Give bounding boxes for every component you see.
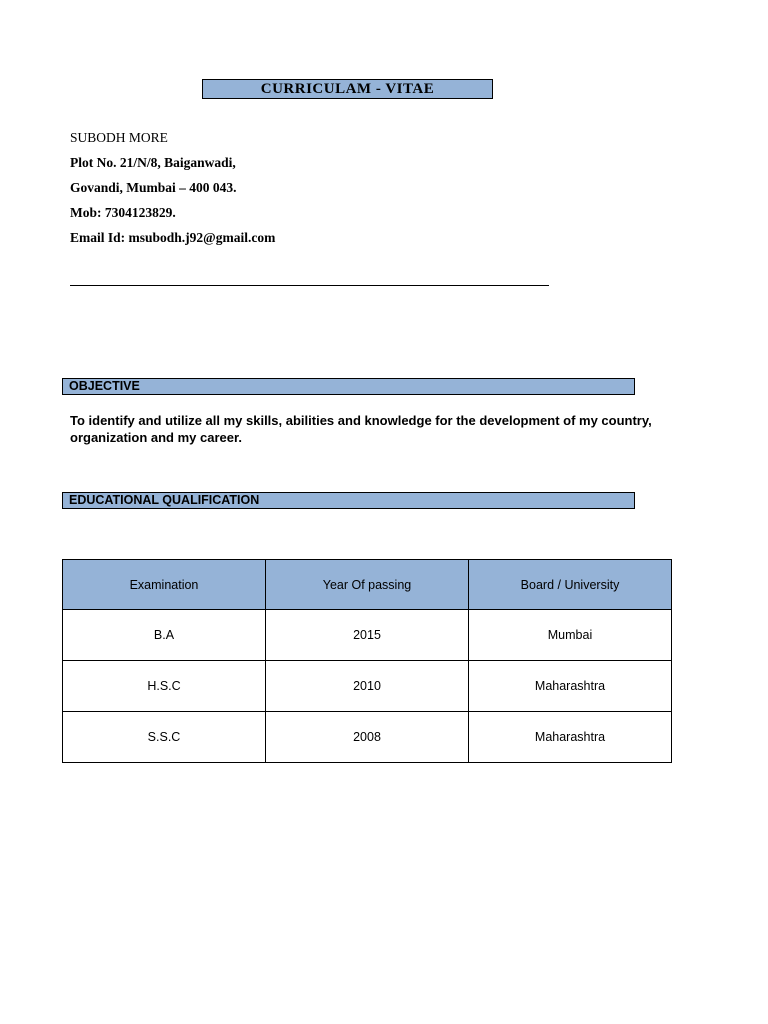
objective-heading: OBJECTIVE [62, 378, 635, 395]
contact-block [70, 128, 570, 253]
contact-mobile: Mob: 7304123829. [70, 205, 176, 220]
cell-board: Maharashtra [469, 712, 672, 763]
column-header-board: Board / University [469, 560, 672, 610]
column-header-examination: Examination [63, 560, 266, 610]
cell-year: 2008 [266, 712, 469, 763]
cell-examination: S.S.C [63, 712, 266, 763]
contact-email: Email Id: msubodh.j92@gmail.com [70, 230, 276, 245]
cell-board: Maharashtra [469, 661, 672, 712]
cell-examination: H.S.C [63, 661, 266, 712]
education-heading: EDUCATIONAL QUALIFICATION [62, 492, 635, 509]
objective-text: To identify and utilize all my skills, abilities and knowledge for the development of my country, organization and my career. [70, 413, 652, 445]
document-title: CURRICULAM - VITAE [202, 79, 493, 99]
contact-name: SUBODH MORE [70, 130, 168, 145]
column-header-year: Year Of passing [266, 560, 469, 610]
table-row [63, 712, 672, 763]
contact-address-line-1: Plot No. 21/N/8, Baiganwadi, [70, 155, 236, 170]
cell-board: Mumbai [469, 610, 672, 661]
divider-line [70, 285, 549, 286]
contact-address-line-2: Govandi, Mumbai – 400 043. [70, 180, 237, 195]
education-table [62, 559, 672, 763]
cell-examination: B.A [63, 610, 266, 661]
table-row [63, 610, 672, 661]
table-header-row [63, 560, 672, 610]
table-row [63, 661, 672, 712]
cell-year: 2010 [266, 661, 469, 712]
cell-year: 2015 [266, 610, 469, 661]
